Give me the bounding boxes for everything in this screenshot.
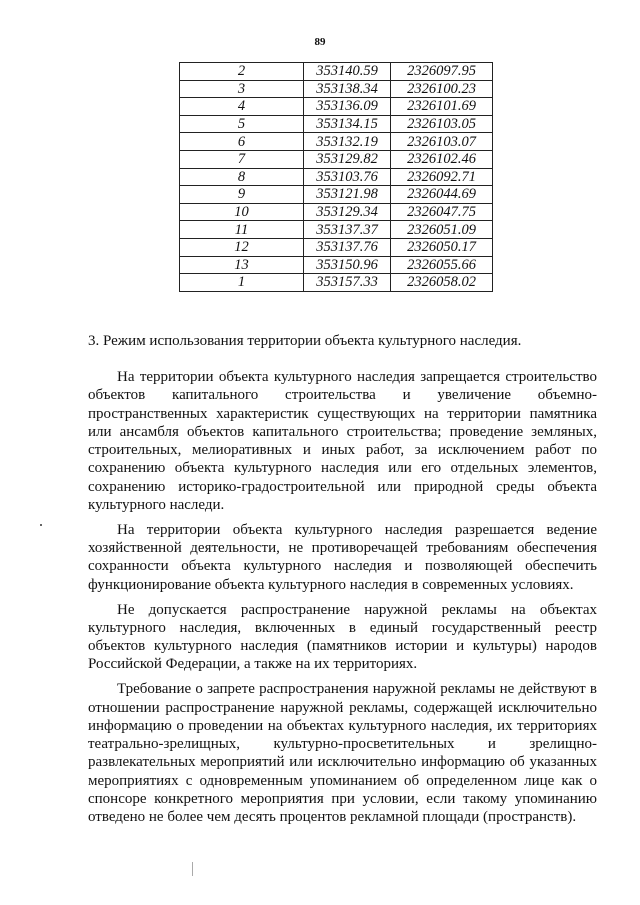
x-coordinate-cell: 353136.09 [304,98,391,116]
table-row [180,150,493,168]
y-coordinate-cell: 2326055.66 [391,256,493,274]
point-number-cell: 11 [180,221,304,239]
point-number-cell: 12 [180,238,304,256]
x-coordinate-cell: 353150.96 [304,256,391,274]
x-coordinate-cell: 353137.76 [304,238,391,256]
point-number-cell: 5 [180,115,304,133]
y-coordinate-cell: 2326058.02 [391,274,493,292]
table-row [180,98,493,116]
page-number: 89 [314,36,326,48]
margin-dot [40,524,42,526]
table-row [180,221,493,239]
x-coordinate-cell: 353134.15 [304,115,391,133]
table-row [180,115,493,133]
x-coordinate-cell: 353129.82 [304,150,391,168]
point-number-cell: 6 [180,133,304,151]
paragraph-advertising-exception: Требование о запрете распространения наружной рекламы не действуют в отношении распространение наружной рекламы, содержащей исключительно информацию о проведении на объектах культурного наследия, их территориях театрально-зрелищных, культурно-просветительных и зрелищно-развлекательных мероприятий или исключительно информацию об указанных мероприятиях с одновременным упоминанием об определенном лице как о спонсоре конкретного мероприятия при условии, если такому упоминанию отведено не более чем десять процентов рекламной площади (пространств). [88,681,597,826]
point-number-cell: 4 [180,98,304,116]
y-coordinate-cell: 2326100.23 [391,80,493,98]
point-number-cell: 2 [180,63,304,81]
x-coordinate-cell: 353103.76 [304,168,391,186]
y-coordinate-cell: 2326050.17 [391,238,493,256]
table-row [180,63,493,81]
point-number-cell: 9 [180,186,304,204]
x-coordinate-cell: 353157.33 [304,274,391,292]
y-coordinate-cell: 2326103.07 [391,133,493,151]
scan-mark [192,862,193,876]
point-number-cell: 3 [180,80,304,98]
table-row [180,203,493,221]
x-coordinate-cell: 353132.19 [304,133,391,151]
y-coordinate-cell: 2326103.05 [391,115,493,133]
table-row [180,80,493,98]
document-body [88,368,597,833]
table-row [180,274,493,292]
y-coordinate-cell: 2326044.69 [391,186,493,204]
section-heading: 3. Режим использования территории объекта культурного наследия. [88,333,522,349]
x-coordinate-cell: 353137.37 [304,221,391,239]
table-row [180,168,493,186]
paragraph-permitted-activity: На территории объекта культурного наследия разрешается ведение хозяйственной деятельности, не противоречащей требованиям обеспечения сохранности объекта культурного наследия и позволяющей обеспечить функционирование объекта культурного наследия в современных условиях. [88,521,597,593]
y-coordinate-cell: 2326097.95 [391,63,493,81]
point-number-cell: 13 [180,256,304,274]
point-number-cell: 8 [180,168,304,186]
table-row [180,238,493,256]
y-coordinate-cell: 2326051.09 [391,221,493,239]
table-row [180,186,493,204]
x-coordinate-cell: 353129.34 [304,203,391,221]
x-coordinate-cell: 353138.34 [304,80,391,98]
y-coordinate-cell: 2326101.69 [391,98,493,116]
y-coordinate-cell: 2326047.75 [391,203,493,221]
y-coordinate-cell: 2326092.71 [391,168,493,186]
paragraph-prohibited-works: На территории объекта культурного наследия запрещается строительство объектов капитального строительства и увеличение объемно-пространственных характеристик существующих на территории памятника или ансамбля объектов капитального строительства; проведение земляных, строительных, мелиоративных и иных работ, за исключением работ по сохранению объекта культурного наследия или его отдельных элементов, сохранению историко-градостроительной или природной среды объекта культурного наследи. [88,369,597,514]
table-row [180,256,493,274]
point-number-cell: 7 [180,150,304,168]
x-coordinate-cell: 353121.98 [304,186,391,204]
y-coordinate-cell: 2326102.46 [391,150,493,168]
coordinates-table [179,62,493,292]
point-number-cell: 10 [180,203,304,221]
coordinates-table-body [180,63,493,292]
table-row [180,133,493,151]
point-number-cell: 1 [180,274,304,292]
paragraph-advertising-ban: Не допускается распространение наружной рекламы на объектах культурного наследия, включенных в единый государственный реестр объектов культурного наследия (памятников истории и культуры) народов Российской Федерации, а также на их территориях. [88,601,597,673]
x-coordinate-cell: 353140.59 [304,63,391,81]
